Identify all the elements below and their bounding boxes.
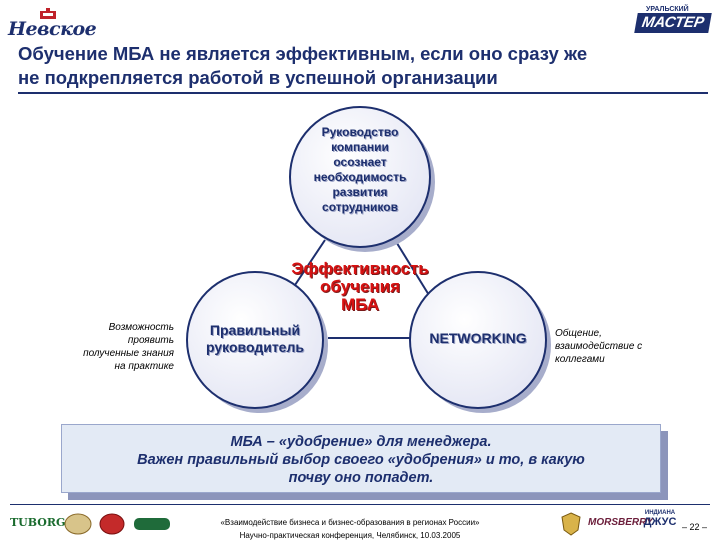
left-circle-line: Правильный (209, 322, 301, 338)
right-note-line: взаимодействие с (555, 341, 643, 352)
beer-label-icon (63, 512, 93, 536)
left-note-line: Возможность (108, 322, 174, 333)
top-circle-line: необходимость (313, 170, 407, 184)
morsberry-logo-text: MORSBERRY (588, 517, 653, 528)
center-line: МБА (340, 295, 379, 314)
footer-line-1: «Взаимодействие бизнеса и бизнес-образования в регионах России» (220, 518, 480, 527)
nevskoe-logo-text: Невское (8, 18, 97, 40)
message-box (61, 424, 661, 493)
tuborg-logo-text: TUBORG (10, 516, 66, 529)
left-note-line: на практике (114, 361, 174, 372)
beer-label-icon (132, 512, 172, 536)
beer-label-logo-2 (98, 512, 126, 536)
slide-title-line-2: не подкрепляется работой в успешной организации (18, 67, 498, 88)
center-label (275, 260, 445, 314)
emblem-logo (560, 512, 582, 536)
left-circle-label (190, 322, 320, 356)
message-line-2: Важен правильный выбор своего «удобрения» и то, в какую (137, 452, 585, 468)
right-note-line: Общение, (555, 328, 602, 339)
left-side-note (58, 321, 174, 373)
top-circle-line: компании (331, 140, 389, 154)
top-circle-line: Руководство (321, 125, 399, 139)
indiana-logo-line-1: ИНДИАНА (644, 510, 676, 516)
message-line-3: почву оно попадет. (288, 470, 434, 486)
tuborg-logo (10, 512, 66, 536)
center-line: обучения (319, 277, 401, 296)
left-note-line: полученные знания (83, 348, 174, 359)
left-circle-line: руководитель (206, 339, 304, 355)
indiana-logo-line-2: ДЖУС (643, 516, 677, 528)
page-number: – 22 – (682, 522, 708, 532)
top-circle-label (296, 125, 424, 215)
beer-label-icon (98, 512, 126, 536)
footer-caption (170, 516, 530, 542)
right-side-note (555, 327, 675, 366)
left-note-line: проявить (127, 335, 174, 346)
uralsky-master-logo-text: МАСТЕР (634, 13, 712, 33)
top-circle-line: развития (332, 185, 388, 199)
top-circle-line: сотрудников (322, 200, 398, 214)
footer-line-2: Научно-практическая конференция, Челябинск, 10.03.2005 (239, 531, 461, 540)
message-line-1: МБА – «удобрение» для менеджера. (230, 434, 492, 450)
right-circle-label: NETWORKING (429, 330, 527, 346)
uralsky-master-logo-top: УРАЛЬСКИЙ (646, 6, 689, 13)
beer-label-logo-3 (132, 512, 172, 536)
top-circle-line: осознает (333, 155, 387, 169)
center-line: Эффективность (291, 259, 429, 278)
footer-rule (10, 504, 710, 505)
slide-title-line-1: Обучение МБА не является эффективным, если оно сразу же (18, 43, 588, 64)
indiana-juice-logo (640, 510, 680, 534)
right-note-line: коллегами (555, 354, 605, 365)
emblem-icon (560, 512, 582, 536)
beer-label-logo-1 (63, 512, 93, 536)
